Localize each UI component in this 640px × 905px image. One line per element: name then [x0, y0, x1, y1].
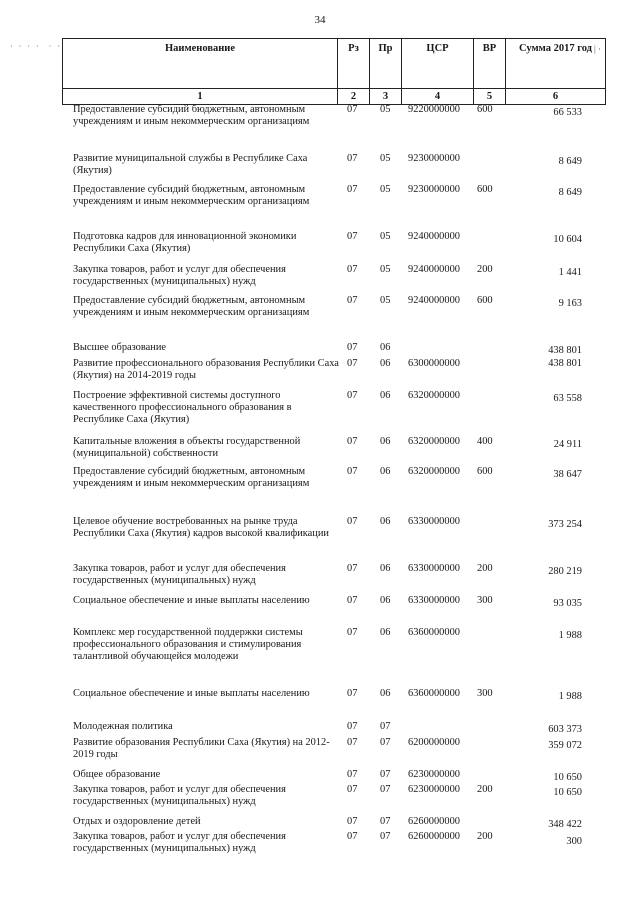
- row-pr: 05: [380, 153, 391, 164]
- header-pr: Пр: [370, 39, 402, 89]
- row-csr: 6320000000: [408, 436, 460, 447]
- row-sum: 10 650: [553, 787, 582, 798]
- row-sum: 438 801: [548, 358, 582, 369]
- row-vr: 200: [477, 784, 493, 795]
- header-sum: Сумма 2017 год: [506, 39, 606, 89]
- row-pr: 06: [380, 595, 391, 606]
- row-name: Построение эффективной системы доступного качественного профессионального образования в Республике Саха (Якутия): [73, 390, 292, 425]
- row-rz: 07: [347, 358, 358, 369]
- row-sum: 438 801: [548, 345, 582, 356]
- row-pr: 05: [380, 184, 391, 195]
- row-sum: 1 441: [558, 267, 582, 278]
- row-rz: 07: [347, 784, 358, 795]
- row-vr: 400: [477, 436, 493, 447]
- row-pr: 06: [380, 516, 391, 527]
- row-rz: 07: [347, 563, 358, 574]
- row-sum: 280 219: [548, 566, 582, 577]
- row-vr: 600: [477, 466, 493, 477]
- row-csr: 9240000000: [408, 264, 460, 275]
- header-num-6: 6: [506, 89, 606, 105]
- row-csr: 9230000000: [408, 184, 460, 195]
- row-sum: 8 649: [558, 156, 582, 167]
- row-csr: 6360000000: [408, 688, 460, 699]
- header-num-1: 1: [63, 89, 338, 105]
- row-pr: 06: [380, 563, 391, 574]
- row-sum: 38 647: [553, 469, 582, 480]
- header-num-4: 4: [402, 89, 474, 105]
- header-name: Наименование: [63, 39, 338, 89]
- row-name: Предоставление субсидий бюджетным, автономным учреждениям и иным некоммерческим организациям: [73, 104, 310, 127]
- row-rz: 07: [347, 436, 358, 447]
- row-sum: 1 988: [558, 691, 582, 702]
- row-csr: 6330000000: [408, 563, 460, 574]
- row-rz: 07: [347, 466, 358, 477]
- row-vr: 200: [477, 831, 493, 842]
- row-csr: 6360000000: [408, 627, 460, 638]
- row-sum: 9 163: [558, 298, 582, 309]
- row-rz: 07: [347, 721, 358, 732]
- row-vr: 600: [477, 295, 493, 306]
- row-csr: 6320000000: [408, 466, 460, 477]
- row-csr: 6260000000: [408, 816, 460, 827]
- row-pr: 07: [380, 737, 391, 748]
- scan-artifact-marks: · · · · · ·: [10, 42, 62, 51]
- header-vr: ВР: [474, 39, 506, 89]
- row-sum: 373 254: [548, 519, 582, 530]
- row-csr: 9220000000: [408, 104, 460, 115]
- row-vr: 300: [477, 688, 493, 699]
- row-sum: 66 533: [553, 107, 582, 118]
- row-sum: 10 604: [553, 234, 582, 245]
- row-name: Предоставление субсидий бюджетным, автономным учреждениям и иным некоммерческим организациям: [73, 184, 310, 207]
- header-csr: ЦСР: [402, 39, 474, 89]
- row-rz: 07: [347, 390, 358, 401]
- row-vr: 600: [477, 104, 493, 115]
- row-sum: 93 035: [553, 598, 582, 609]
- row-csr: 6330000000: [408, 595, 460, 606]
- row-pr: 06: [380, 390, 391, 401]
- row-rz: 07: [347, 153, 358, 164]
- row-vr: 200: [477, 563, 493, 574]
- row-pr: 06: [380, 627, 391, 638]
- row-name: Закупка товаров, работ и услуг для обеспечения государственных (муниципальных) нужд: [73, 563, 286, 586]
- row-rz: 07: [347, 104, 358, 115]
- row-sum: 1 988: [558, 630, 582, 641]
- row-name: Социальное обеспечение и иные выплаты населению: [73, 595, 310, 606]
- header-num-3: 3: [370, 89, 402, 105]
- row-pr: 05: [380, 264, 391, 275]
- row-rz: 07: [347, 231, 358, 242]
- row-csr: 6320000000: [408, 390, 460, 401]
- row-csr: 9240000000: [408, 295, 460, 306]
- header-num-2: 2: [338, 89, 370, 105]
- row-name: Комплекс мер государственной поддержки системы профессионального образования и стимулирования талантливой обучающейся молодежи: [73, 627, 303, 662]
- row-sum: 24 911: [553, 439, 582, 450]
- row-sum: 300: [566, 836, 582, 847]
- row-rz: 07: [347, 831, 358, 842]
- row-sum: 359 072: [548, 740, 582, 751]
- page-number: 34: [314, 14, 326, 26]
- row-rz: 07: [347, 342, 358, 353]
- row-vr: 600: [477, 184, 493, 195]
- row-name: Закупка товаров, работ и услуг для обеспечения государственных (муниципальных) нужд: [73, 831, 286, 854]
- row-pr: 07: [380, 784, 391, 795]
- row-name: Отдых и оздоровление детей: [73, 816, 201, 827]
- row-name: Подготовка кадров для инновационной экономики Республики Саха (Якутия): [73, 231, 297, 254]
- row-name: Предоставление субсидий бюджетным, автономным учреждениям и иным некоммерческим организациям: [73, 466, 310, 489]
- row-rz: 07: [347, 769, 358, 780]
- row-pr: 05: [380, 104, 391, 115]
- row-sum: 63 558: [553, 393, 582, 404]
- row-csr: 9240000000: [408, 231, 460, 242]
- row-name: Закупка товаров, работ и услуг для обеспечения государственных (муниципальных) нужд: [73, 784, 286, 807]
- row-rz: 07: [347, 295, 358, 306]
- row-name: Капитальные вложения в объекты государственной (муниципальной) собственности: [73, 436, 301, 459]
- row-name: Развитие образования Республики Саха (Якутия) на 2012-2019 годы: [73, 737, 330, 760]
- row-sum: 348 422: [548, 819, 582, 830]
- row-rz: 07: [347, 816, 358, 827]
- row-sum: 603 373: [548, 724, 582, 735]
- scan-artifact-marks-right: | ·: [594, 44, 602, 54]
- row-sum: 8 649: [558, 187, 582, 198]
- row-vr: 300: [477, 595, 493, 606]
- row-rz: 07: [347, 627, 358, 638]
- row-rz: 07: [347, 184, 358, 195]
- row-pr: 07: [380, 769, 391, 780]
- row-rz: 07: [347, 688, 358, 699]
- row-name: Предоставление субсидий бюджетным, автономным учреждениям и иным некоммерческим организациям: [73, 295, 310, 318]
- row-pr: 06: [380, 466, 391, 477]
- row-pr: 06: [380, 436, 391, 447]
- row-rz: 07: [347, 737, 358, 748]
- row-pr: 06: [380, 358, 391, 369]
- row-name: Высшее образование: [73, 342, 166, 353]
- row-name: Развитие муниципальной службы в Республике Саха (Якутия): [73, 153, 308, 176]
- row-csr: 9230000000: [408, 153, 460, 164]
- row-vr: 200: [477, 264, 493, 275]
- row-csr: 6230000000: [408, 784, 460, 795]
- header-num-5: 5: [474, 89, 506, 105]
- row-rz: 07: [347, 595, 358, 606]
- header-rz: Рз: [338, 39, 370, 89]
- row-csr: 6300000000: [408, 358, 460, 369]
- row-csr: 6230000000: [408, 769, 460, 780]
- row-name: Целевое обучение востребованных на рынке труда Республики Саха (Якутия) кадров высокой квалификации: [73, 516, 329, 539]
- row-pr: 07: [380, 831, 391, 842]
- row-rz: 07: [347, 264, 358, 275]
- row-name: Развитие профессионального образования Республики Саха (Якутия) на 2014-2019 годы: [73, 358, 339, 381]
- row-pr: 05: [380, 231, 391, 242]
- row-csr: 6330000000: [408, 516, 460, 527]
- row-rz: 07: [347, 516, 358, 527]
- row-name: Закупка товаров, работ и услуг для обеспечения государственных (муниципальных) нужд: [73, 264, 286, 287]
- row-csr: 6200000000: [408, 737, 460, 748]
- row-pr: 06: [380, 342, 391, 353]
- row-name: Социальное обеспечение и иные выплаты населению: [73, 688, 310, 699]
- row-pr: 06: [380, 688, 391, 699]
- row-name: Молодежная политика: [73, 721, 173, 732]
- row-pr: 05: [380, 295, 391, 306]
- row-sum: 10 650: [553, 772, 582, 783]
- row-pr: 07: [380, 721, 391, 732]
- row-csr: 6260000000: [408, 831, 460, 842]
- row-name: Общее образование: [73, 769, 161, 780]
- row-pr: 07: [380, 816, 391, 827]
